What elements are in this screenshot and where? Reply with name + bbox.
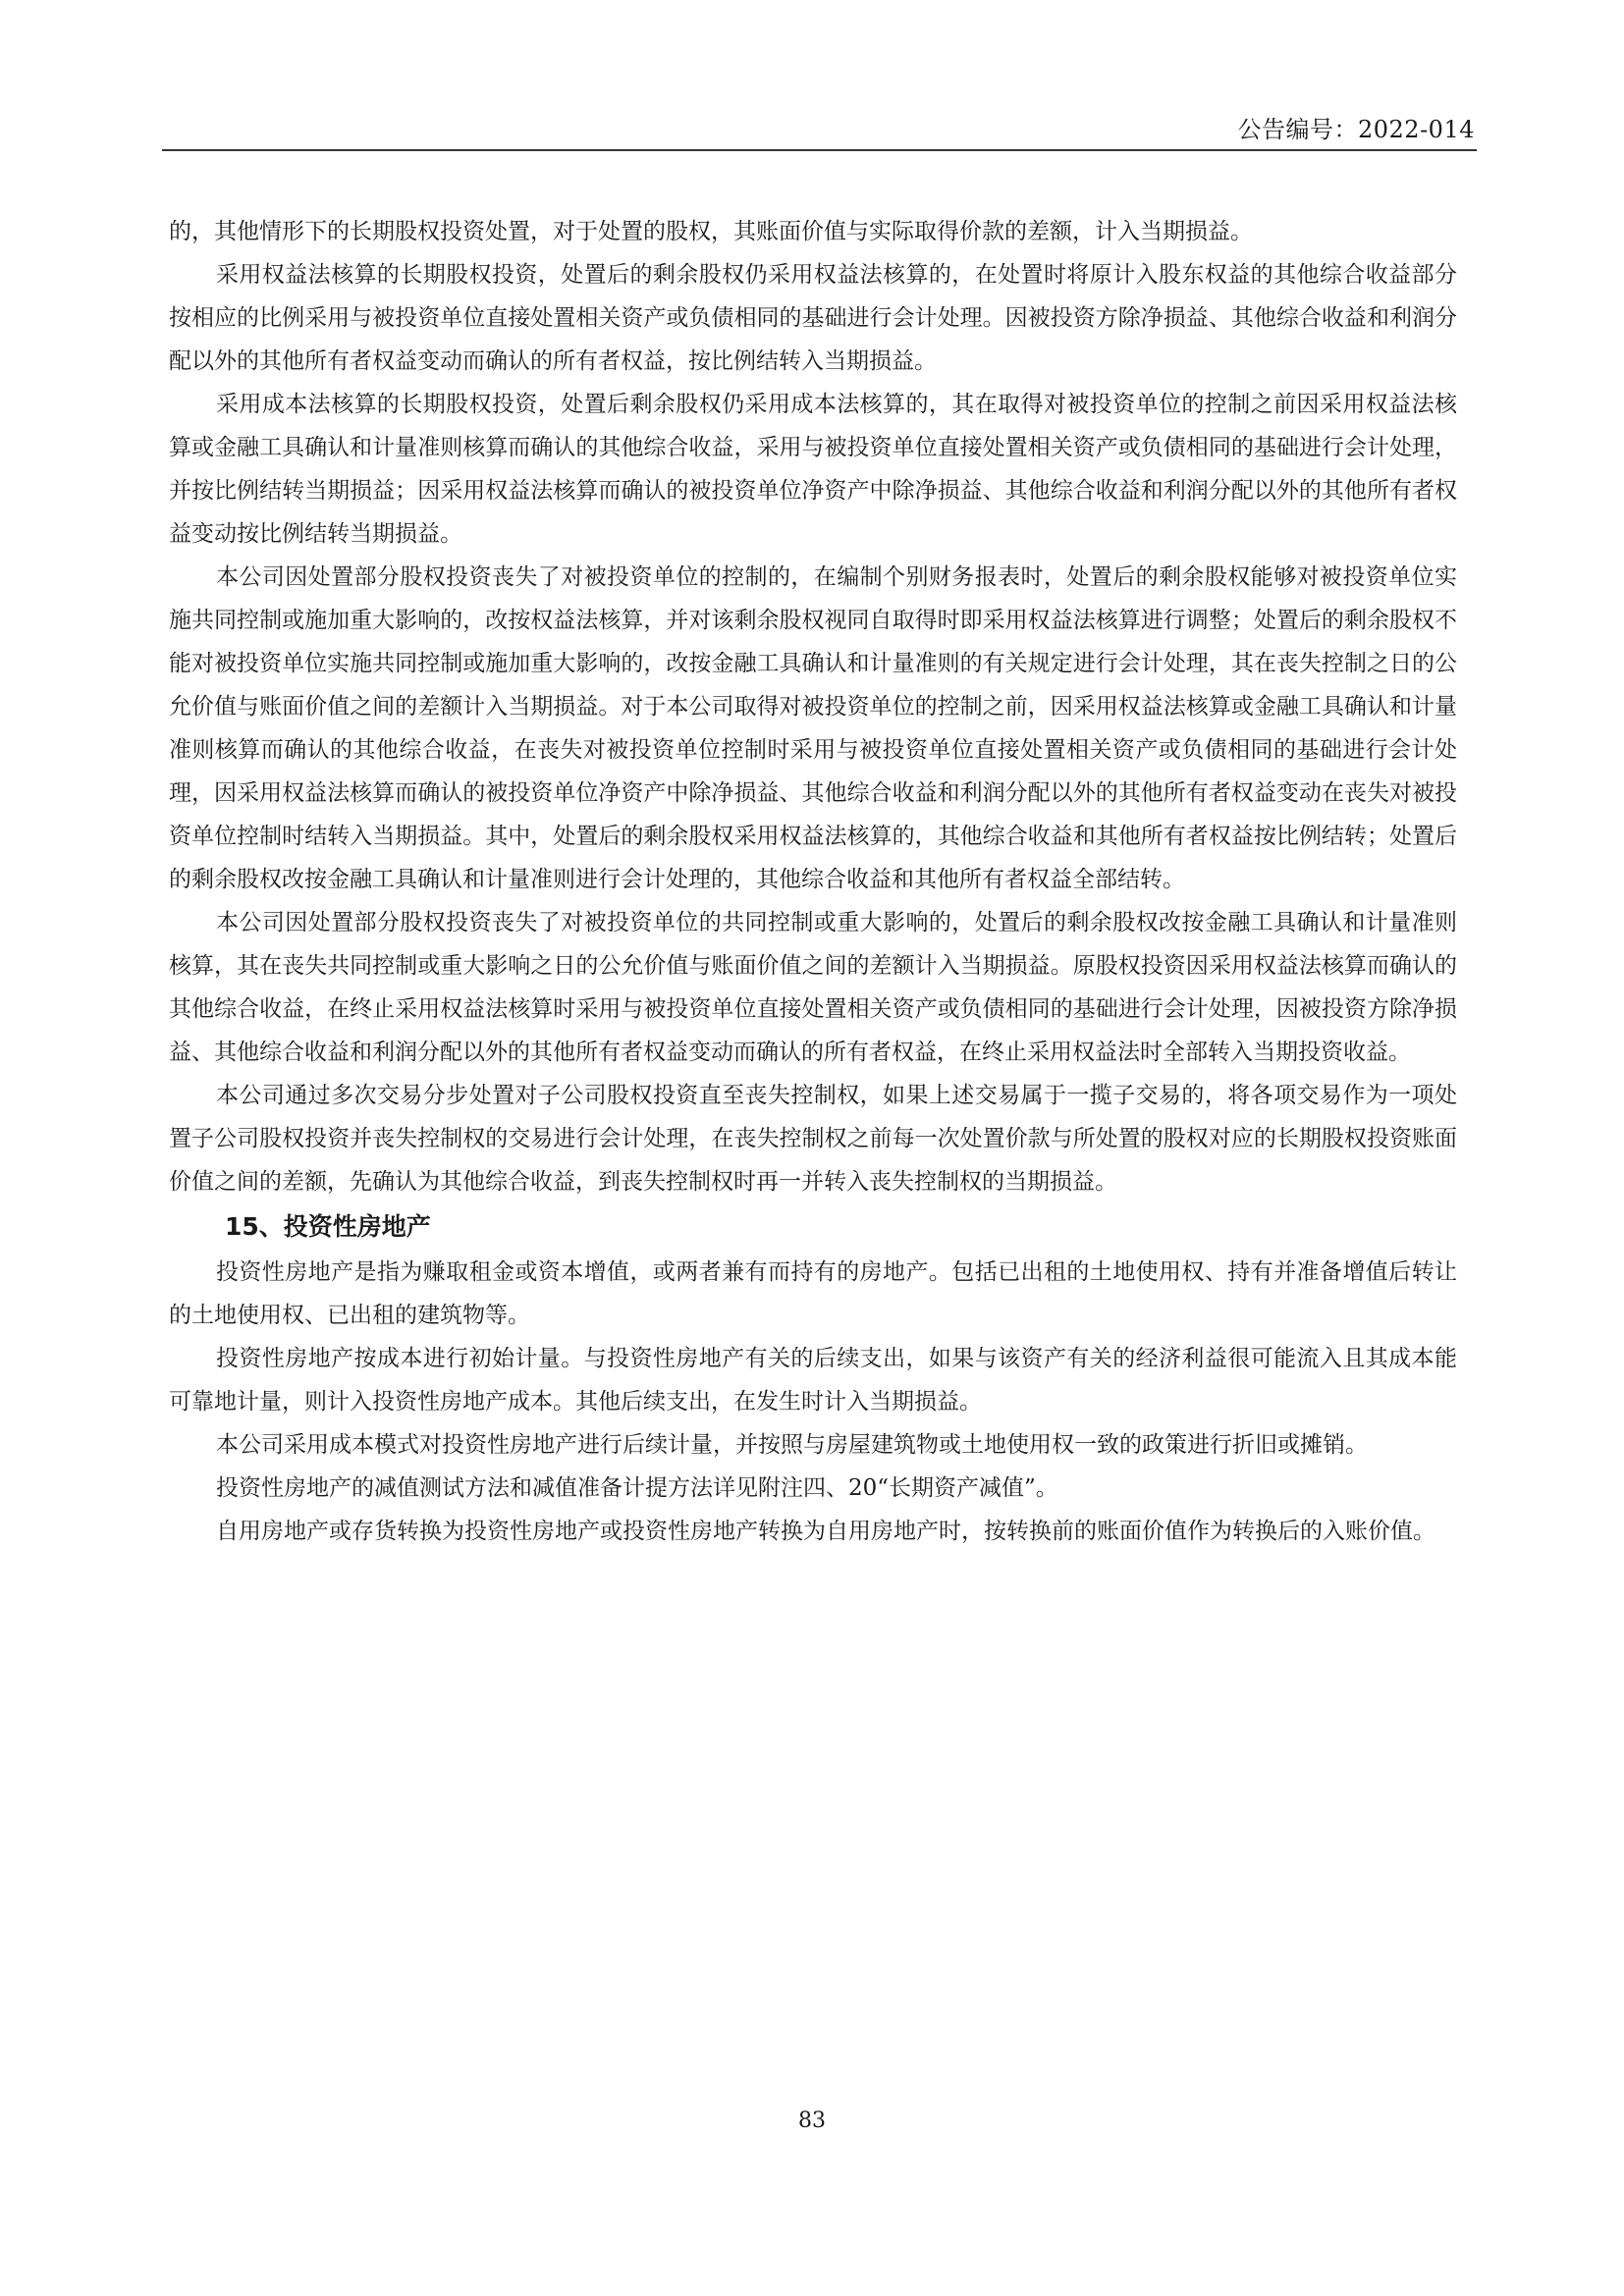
paragraph-conversion: 自用房地产或存货转换为投资性房地产或投资性房地产转换为自用房地产时，按转换前的账面价值作为转换后的入账价值。 [216, 1519, 1435, 1544]
paragraph-impairment-reference: 投资性房地产的减值测试方法和减值准备计提方法详见附注四、20“长期资产减值”。 [216, 1475, 1058, 1501]
paragraph-investment-property-definition: 投资性房地产是指为赚取租金或资本增值，或两者兼有而持有的房地产。包括已出租的土地使用权、持有并准备增值后转让的土地使用权、已出租的建筑物等。 [169, 1259, 1457, 1328]
paragraph-subsequent-measurement: 本公司采用成本模式对投资性房地产进行后续计量，并按照与房屋建筑物或土地使用权一致的政策进行折旧或摊销。 [216, 1432, 1368, 1458]
announcement-code: 公告编号：2022-014 [1237, 116, 1475, 143]
document-body [169, 210, 1457, 1553]
page-number: 83 [798, 2109, 826, 2133]
paragraph-loss-of-control: 本公司因处置部分股权投资丧失了对被投资单位的控制的，在编制个别财务报表时，处置后的剩余股权能够对被投资单位实施共同控制或施加重大影响的，改按权益法核算，并对该剩余股权视同自取得时即采用权益法核算进行调整；处置后的剩余股权不能对被投资单位实施共同控制或施加重大影响的，改按金融工具确认和计量准则的有关规定进行会计处理，其在丧失控制之日的公允价值与账面价值之间的差额计入当期损益。对于本公司取得对被投资单位的控制之前，因采用权益法核算或金融工具确认和计量准则核算而确认的其他综合收益，在丧失对被投资单位控制时采用与被投资单位直接处置相关资产或负债相同的基础进行会计处理，因采用权益法核算而确认的被投资单位净资产中除净损益、其他综合收益和利润分配以外的其他所有者权益变动在丧失对被投资单位控制时结转入当期损益。其中，处置后的剩余股权采用权益法核算的，其他综合收益和其他所有者权益按比例结转；处置后的剩余股权改按金融工具确认和计量准则进行会计处理的，其他综合收益和其他所有者权益全部结转。 [169, 564, 1457, 892]
paragraph-stepwise-disposal: 本公司通过多次交易分步处置对子公司股权投资直至丧失控制权，如果上述交易属于一揽子交易的，将各项交易作为一项处置子公司股权投资并丧失控制权的交易进行会计处理，在丧失控制权之前每一次处置价款与所处置的股权对应的长期股权投资账面价值之间的差额，先确认为其他综合收益，到丧失控制权时再一并转入丧失控制权的当期损益。 [169, 1083, 1457, 1195]
paragraph-equity-method-disposal: 采用权益法核算的长期股权投资，处置后的剩余股权仍采用权益法核算的，在处置时将原计入股东权益的其他综合收益部分按相应的比例采用与被投资单位直接处置相关资产或负债相同的基础进行会计处理。因被投资方除净损益、其他综合收益和利润分配以外的其他所有者权益变动而确认的所有者权益，按比例结转入当期损益。 [169, 262, 1457, 374]
paragraph-initial-measurement: 投资性房地产按成本进行初始计量。与投资性房地产有关的后续支出，如果与该资产有关的经济利益很可能流入且其成本能可靠地计量，则计入投资性房地产成本。其他后续支出，在发生时计入当期损益。 [169, 1346, 1457, 1415]
header-divider [162, 149, 1477, 151]
section-heading-investment-property: 15、投资性房地产 [225, 1212, 431, 1241]
paragraph-loss-of-joint-control: 本公司因处置部分股权投资丧失了对被投资单位的共同控制或重大影响的，处置后的剩余股权改按金融工具确认和计量准则核算，其在丧失共同控制或重大影响之日的公允价值与账面价值之间的差额计入当期损益。原股权投资因采用权益法核算而确认的其他综合收益，在终止采用权益法核算时采用与被投资单位直接处置相关资产或负债相同的基础进行会计处理，因被投资方除净损益、其他综合收益和利润分配以外的其他所有者权益变动而确认的所有者权益，在终止采用权益法时全部转入当期投资收益。 [169, 910, 1457, 1065]
paragraph-continuation: 的，其他情形下的长期股权投资处置，对于处置的股权，其账面价值与实际取得价款的差额，计入当期损益。 [169, 219, 1253, 244]
paragraph-cost-method-disposal: 采用成本法核算的长期股权投资，处置后剩余股权仍采用成本法核算的，其在取得对被投资单位的控制之前因采用权益法核算或金融工具确认和计量准则核算而确认的其他综合收益，采用与被投资单位直接处置相关资产或负债相同的基础进行会计处理，并按比例结转当期损益；因采用权益法核算而确认的被投资单位净资产中除净损益、其他综合收益和利润分配以外的其他所有者权益变动按比例结转当期损益。 [169, 392, 1457, 547]
